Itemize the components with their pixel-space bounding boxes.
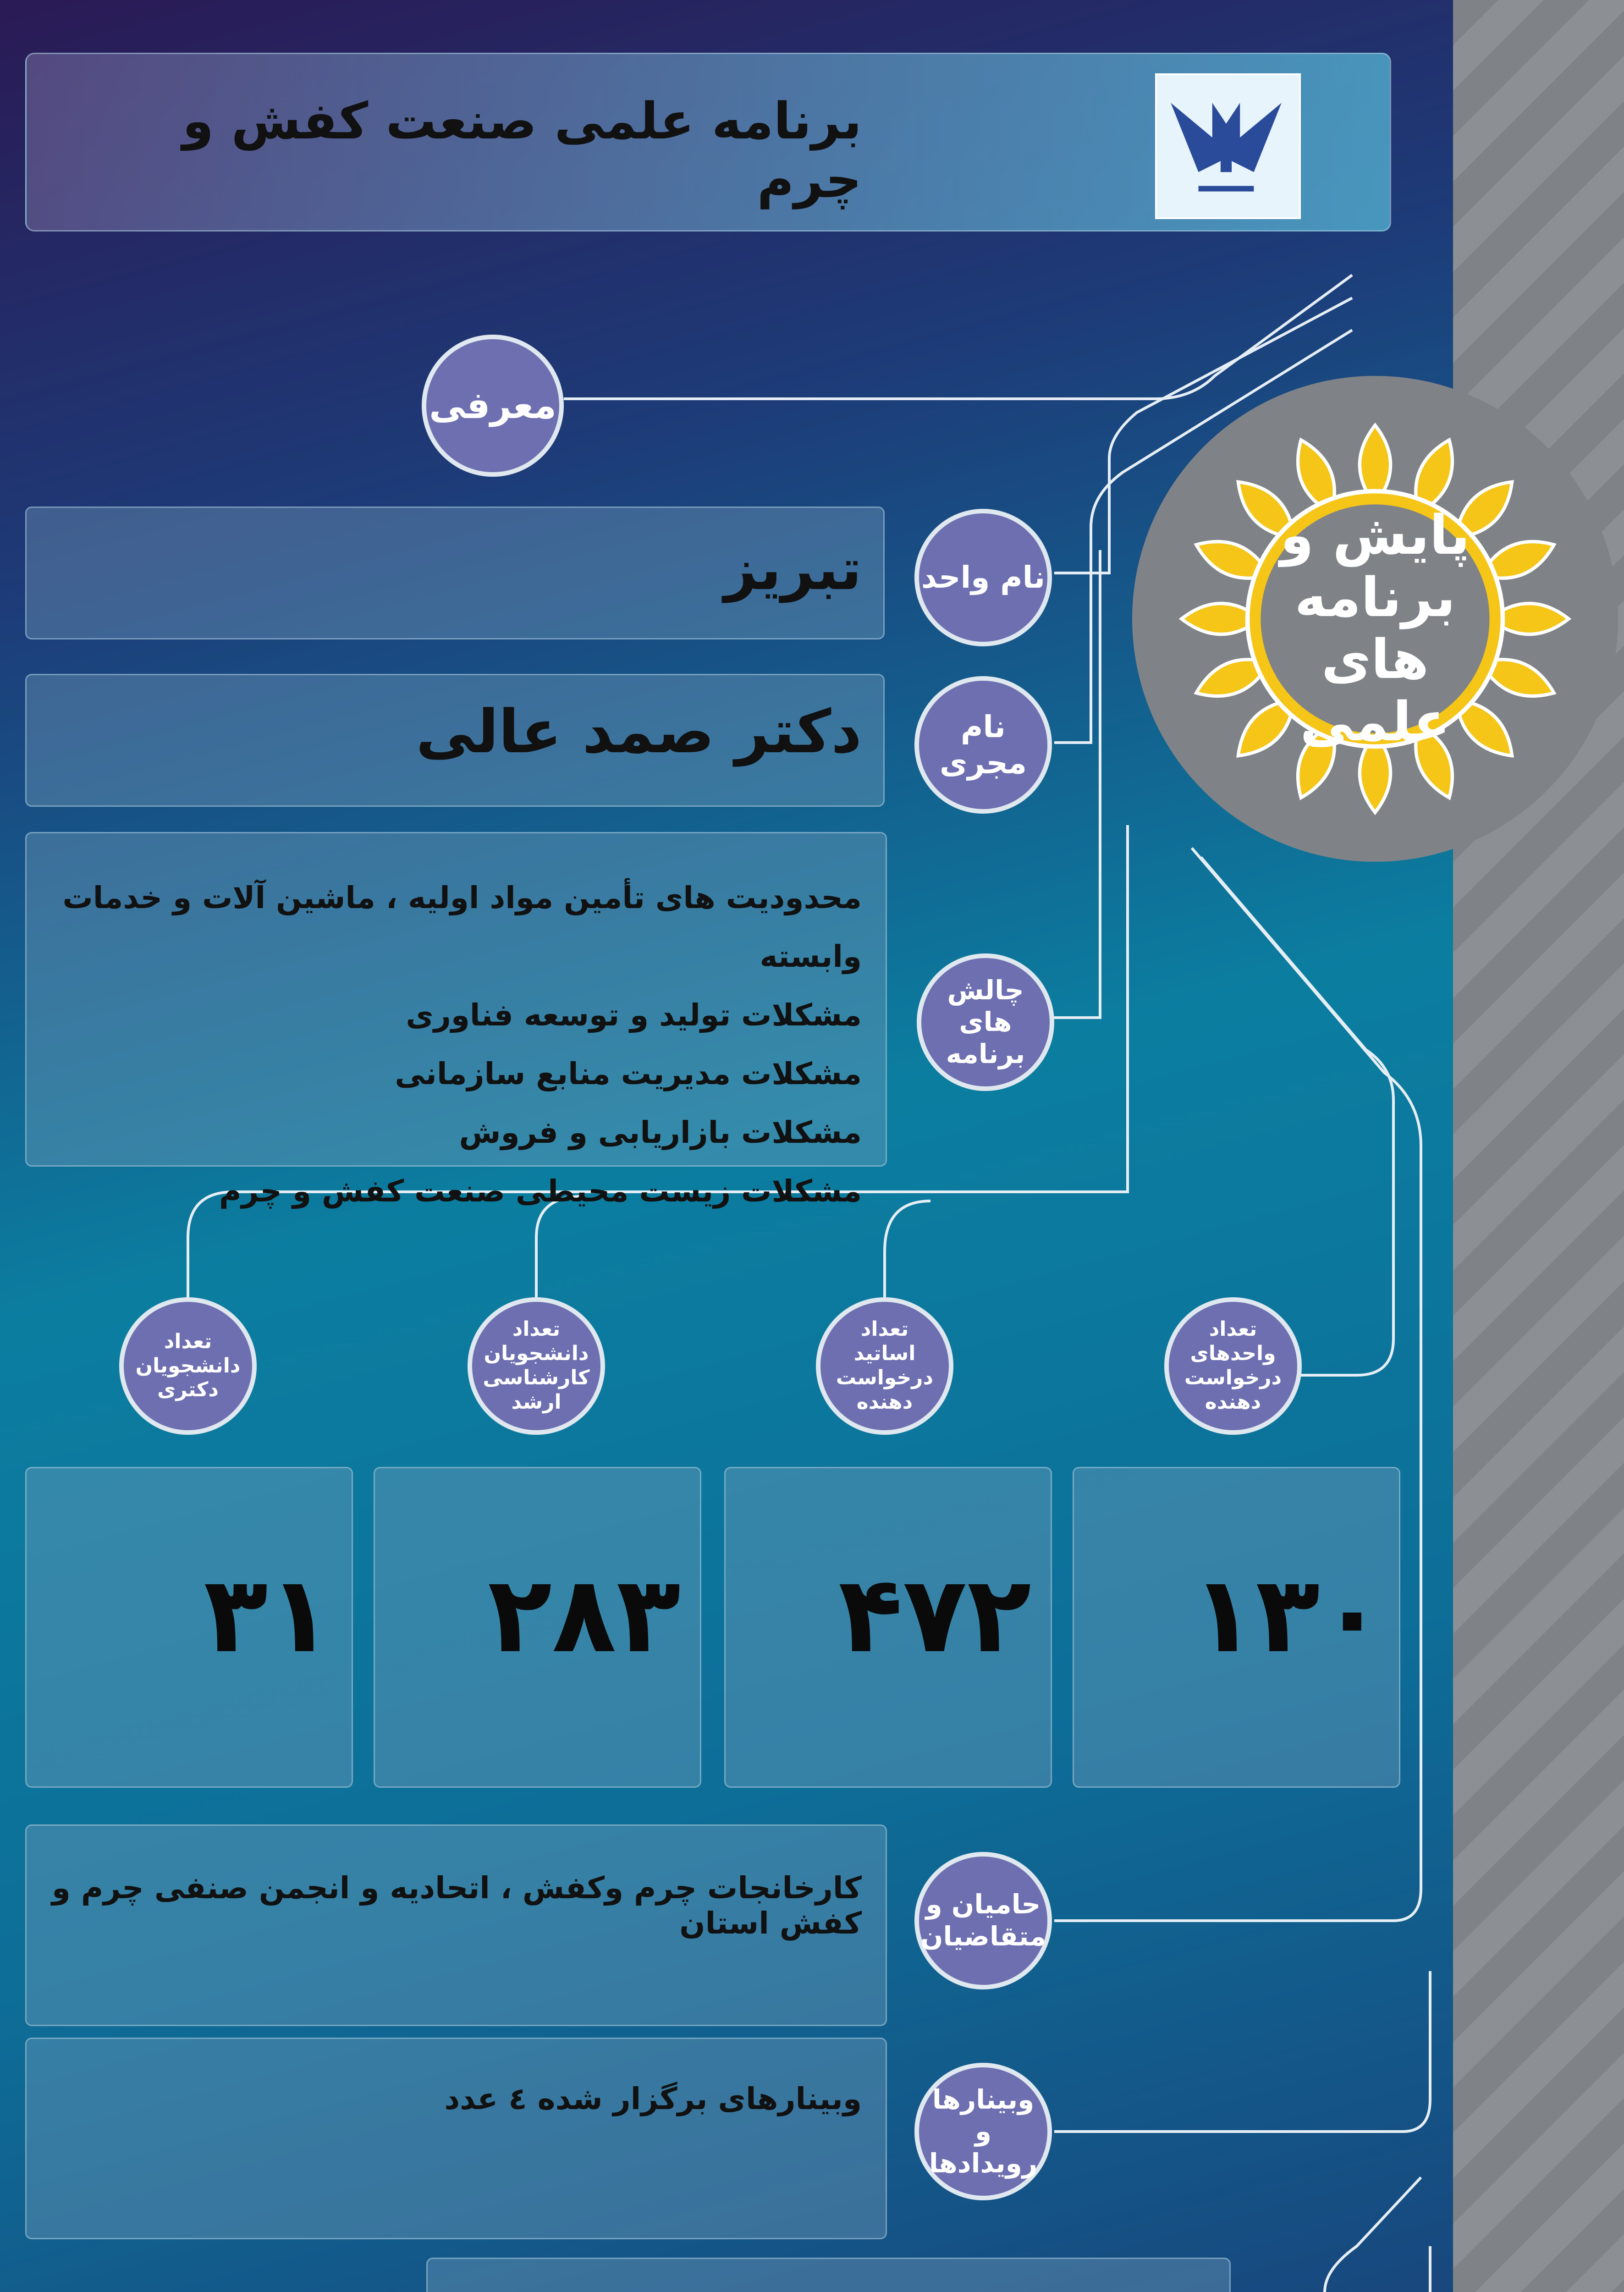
webinars-panel — [25, 2038, 887, 2239]
university-logo — [1155, 73, 1301, 219]
stat-label: تعداد اساتید درخواست دهنده — [836, 1317, 934, 1414]
webinars-circle — [914, 2063, 1052, 2200]
executor-label: نام مجری — [940, 709, 1027, 781]
webinars-label: وبینارها و رویدادها — [929, 2083, 1038, 2179]
challenges-label: چالش های برنامه — [946, 974, 1025, 1069]
stat-circle-professors — [816, 1297, 953, 1435]
challenges-circle — [917, 953, 1054, 1091]
unit-value: تبریز — [724, 536, 862, 603]
sponsors-circle — [914, 1852, 1052, 1989]
stat-circle-masters — [468, 1297, 605, 1435]
stat-value-units: ۱۳۰ — [1191, 1554, 1384, 1676]
university-emblem-icon — [1157, 75, 1295, 214]
unit-circle — [914, 509, 1052, 646]
stat-value-masters: ۲۸۳ — [487, 1554, 681, 1676]
executor-value: دکتر صمد عالی — [416, 697, 862, 766]
stat-label: تعداد دانشجویان کارشناسی ارشد — [483, 1317, 590, 1414]
webinars-value: وبینارهای برگزار شده ٤ عدد — [444, 2081, 862, 2116]
executor-circle — [914, 676, 1052, 814]
challenge-item: مشکلات تولید و توسعه فناوری — [406, 997, 862, 1033]
challenge-item: مشکلات بازاریابی و فروش — [459, 1115, 862, 1150]
stat-circle-phd — [119, 1297, 257, 1435]
stat-circle-units — [1164, 1297, 1302, 1435]
challenge-item: مشکلات مدیریت منابع سازمانی — [395, 1056, 862, 1091]
challenge-item: محدودیت های تأمین مواد اولیه ، ماشین آلات و خدمات وابسته — [62, 880, 862, 974]
contracts-panel — [426, 2258, 1231, 2292]
challenge-item: مشکلات زیست محیطی صنعت کفش و چرم — [219, 1174, 862, 1209]
emblem-text: پایش و برنامه های علمی — [1280, 503, 1470, 754]
intro-circle — [422, 335, 564, 477]
stat-value-professors: ۴۷۲ — [838, 1554, 1031, 1676]
stat-value-phd: ۳۱ — [204, 1554, 332, 1676]
stat-label: تعداد دانشجویان دکتری — [135, 1329, 241, 1402]
intro-label: معرفی — [429, 384, 556, 427]
sponsors-value: کارخانجات چرم وکفش ، اتحادیه و انجمن صنفی چرم و کفش استان — [51, 1870, 862, 1941]
sponsors-label: حامیان و متقاضیان — [920, 1889, 1046, 1952]
page-title: برنامه علمی صنعت کفش و چرم — [182, 92, 862, 209]
unit-label: نام واحد — [921, 560, 1046, 595]
stat-label: تعداد واحدهای درخواست دهنده — [1184, 1317, 1282, 1414]
challenges-list — [46, 869, 862, 1221]
